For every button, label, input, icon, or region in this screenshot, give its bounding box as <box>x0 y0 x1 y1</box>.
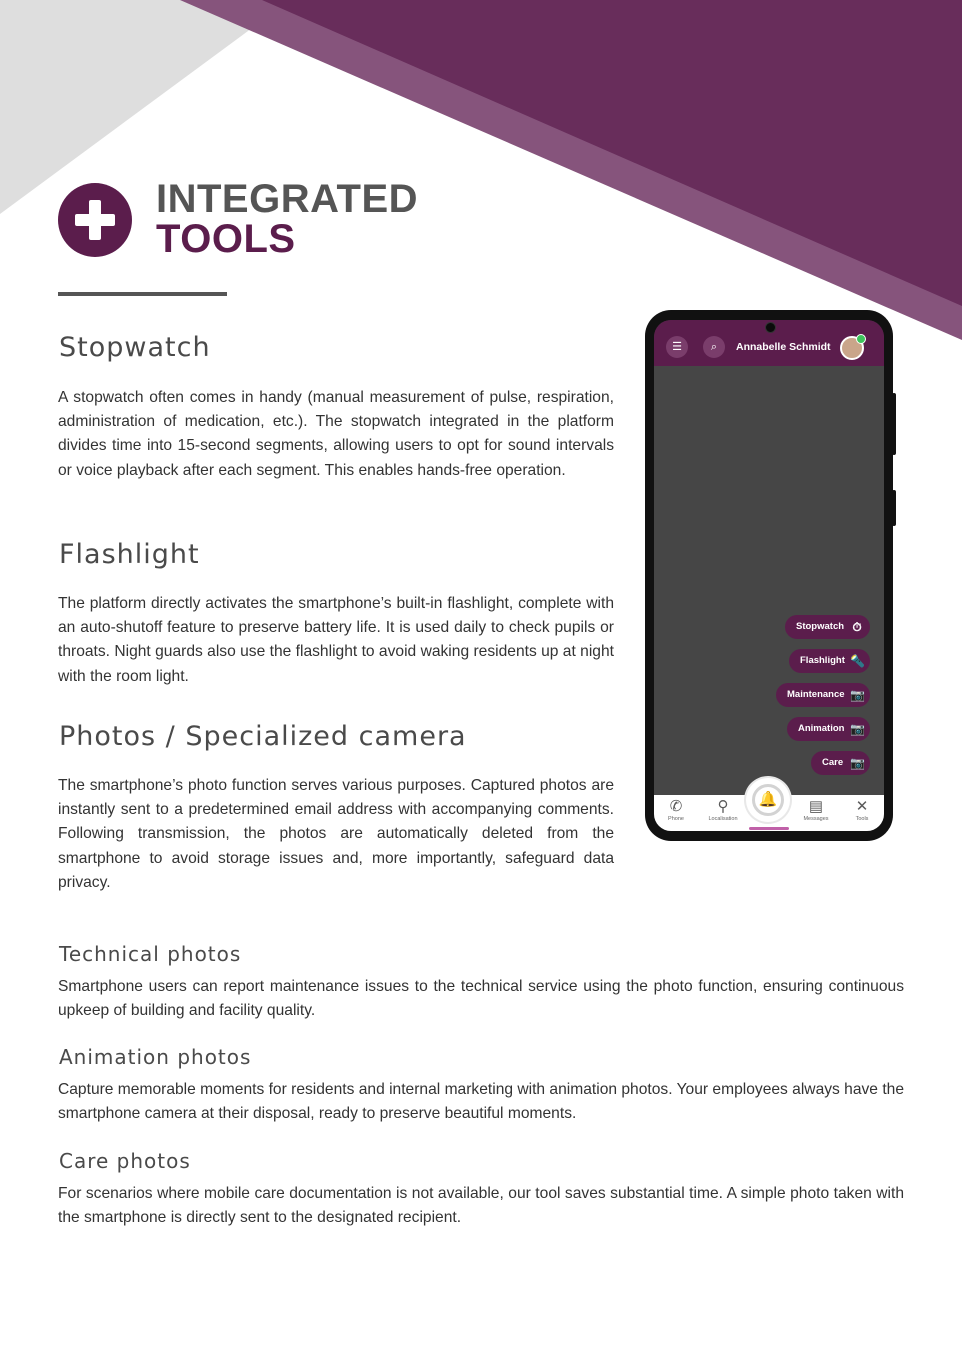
home-indicator <box>749 827 789 830</box>
camera-icon: 📷 <box>850 688 865 702</box>
technical-photos-heading: Technical photos <box>59 942 242 966</box>
page-title-line1: INTEGRATED <box>156 177 419 221</box>
user-name: Annabelle Schmidt <box>736 341 831 353</box>
animation-photos-text: Capture memorable moments for residents and internal marketing with animation photos. Your employees always have the smartphone camera at their disposal, ready to preserve beautiful moments. <box>58 1081 904 1123</box>
camera-icon: 📷 <box>850 722 865 736</box>
flashlight-icon: 🔦 <box>850 654 865 668</box>
stopwatch-text: A stopwatch often comes in handy (manual measurement of pulse, respiration, administration of medication, etc.). The stopwatch integrated in the platform divides time into 15-second segments, allowing users to opt for sound intervals or voice playback after each segment. This enables hands-free operation. <box>58 389 614 479</box>
nav-localisation[interactable]: ⚲ Localisation <box>703 798 743 823</box>
tool-label: Stopwatch <box>796 621 845 632</box>
nav-tools[interactable]: ✕ Tools <box>842 798 882 823</box>
bell-icon: 🔔 <box>752 784 784 816</box>
search-icon[interactable]: ⌕ <box>703 336 725 358</box>
front-camera <box>765 322 776 333</box>
phone-icon: ✆ <box>669 798 683 815</box>
nav-phone[interactable]: ✆ Phone <box>656 798 696 823</box>
photos-heading: Photos / Specialized camera <box>59 721 467 752</box>
tool-stopwatch-button[interactable] <box>785 615 870 639</box>
technical-photos-text: Smartphone users can report maintenance issues to the technical service using the photo function, ensuring continuous upkeep of building and facility quality. <box>58 978 904 1020</box>
flashlight-text: The platform directly activates the smartphone’s built-in flashlight, complete with an auto-shutoff feature to preserve battery life. It is used daily to check pupils or throats. Night guards also use the flashlight to avoid waking residents up at night with the room light. <box>58 595 614 685</box>
plus-circle-icon <box>58 183 132 257</box>
tool-flashlight-button[interactable] <box>789 649 870 673</box>
tool-care-button[interactable] <box>811 751 870 775</box>
phone-mockup <box>645 310 893 841</box>
stopwatch-heading: Stopwatch <box>59 332 211 363</box>
title-divider <box>58 292 227 296</box>
menu-icon[interactable]: ☰ <box>666 336 688 358</box>
message-icon: ▤ <box>808 798 824 815</box>
camera-icon: 📷 <box>850 756 865 770</box>
avatar[interactable] <box>840 336 864 360</box>
photos-text: The smartphone’s photo function serves various purposes. Captured photos are instantly sent to a predetermined email address with accompanying comments. Following transmission, the photos are automatically deleted from the smartphone to avoid storage issues and, more importantly, safeguard data privacy. <box>58 777 614 891</box>
alarm-button[interactable] <box>746 778 790 822</box>
tool-label: Flashlight <box>800 655 845 666</box>
app-top-bar <box>654 320 884 366</box>
care-photos-heading: Care photos <box>59 1149 191 1173</box>
tool-label: Maintenance <box>787 689 845 700</box>
tool-maintenance-button[interactable] <box>776 683 870 707</box>
stopwatch-icon: ⏱ <box>852 620 862 634</box>
tool-label: Care <box>822 757 844 768</box>
tool-animation-button[interactable] <box>787 717 870 741</box>
page-title-line2: TOOLS <box>156 217 296 261</box>
animation-photos-heading: Animation photos <box>59 1045 252 1069</box>
flashlight-heading: Flashlight <box>59 539 200 570</box>
nav-messages[interactable]: ▤ Messages <box>796 798 836 823</box>
online-status-icon <box>856 334 866 344</box>
location-pin-icon: ⚲ <box>717 798 729 815</box>
phone-screen <box>654 320 884 831</box>
close-icon: ✕ <box>855 798 869 815</box>
tool-label: Animation <box>798 723 845 734</box>
care-photos-text: For scenarios where mobile care documentation is not available, our tool saves substantial time. A simple photo taken with the smartphone is directly sent to the designated recipient. <box>58 1185 904 1227</box>
